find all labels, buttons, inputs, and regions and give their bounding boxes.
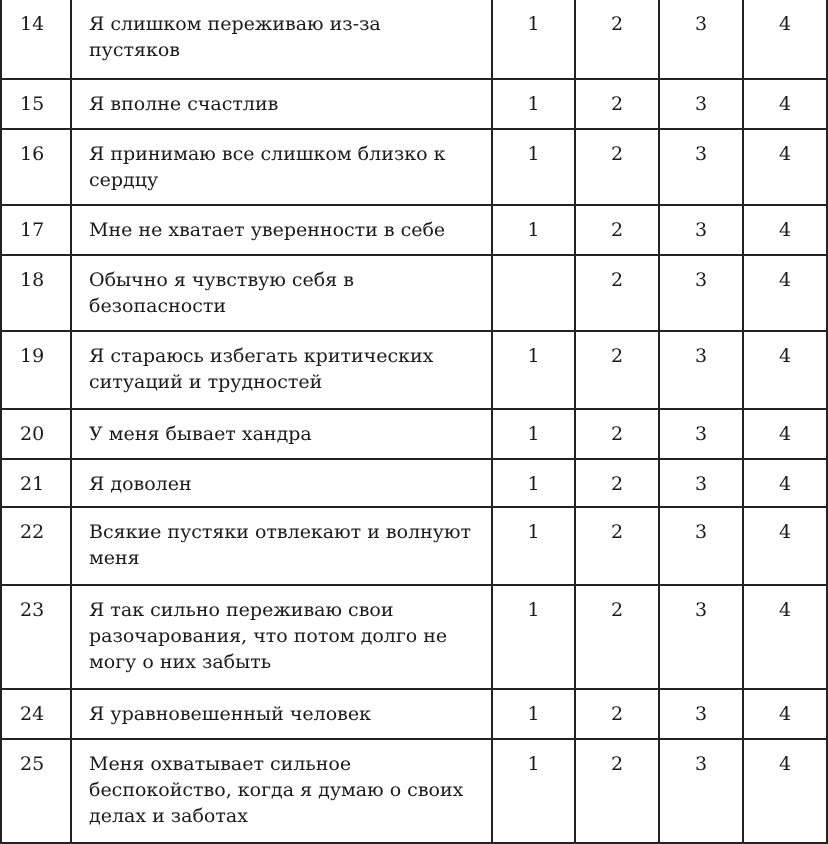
statement (71, 689, 492, 739)
statement (71, 585, 492, 689)
option-4[interactable] (743, 79, 827, 129)
option-4[interactable] (743, 459, 827, 507)
option-4[interactable] (743, 507, 827, 585)
item-number-text: 16 (20, 143, 45, 165)
option-3[interactable] (659, 585, 743, 689)
item-number (1, 79, 71, 129)
option-1-label: 1 (527, 93, 540, 115)
option-3[interactable] (659, 0, 743, 79)
statement-text: Я принимаю все слишком близко к сердцу (89, 143, 446, 191)
statement (71, 205, 492, 255)
option-1-label: 1 (527, 143, 540, 165)
option-3-label: 3 (694, 93, 708, 115)
option-3-label: 3 (694, 219, 708, 241)
statement (71, 255, 492, 331)
statement-text: Всякие пустяки отвлекают и волнуют меня (89, 521, 472, 569)
option-4-label: 4 (778, 269, 792, 291)
option-3[interactable] (659, 129, 743, 205)
table-row (1, 739, 827, 843)
option-1-label: 1 (527, 753, 540, 775)
option-1[interactable] (492, 739, 575, 843)
statement (71, 739, 492, 843)
option-2-label: 2 (610, 13, 624, 35)
table-row (1, 585, 827, 689)
option-3-label: 3 (694, 599, 708, 621)
option-4-label: 4 (778, 93, 792, 115)
option-2[interactable] (575, 0, 659, 79)
option-3-label: 3 (694, 753, 708, 775)
option-3[interactable] (659, 205, 743, 255)
statement (71, 0, 492, 79)
option-1[interactable] (492, 585, 575, 689)
item-number-text: 15 (20, 93, 45, 115)
table-row (1, 205, 827, 255)
statement-text: Меня охватывает сильное беспокойство, когда я думаю о своих делах и заботах (89, 753, 464, 827)
option-2-label: 2 (610, 219, 624, 241)
statement-text: Я вполне счастлив (89, 93, 279, 115)
item-number-text: 18 (20, 269, 45, 291)
option-1[interactable] (492, 205, 575, 255)
item-number-text: 14 (20, 13, 45, 35)
option-2-label: 2 (610, 599, 624, 621)
table-row (1, 79, 827, 129)
option-1[interactable] (492, 255, 575, 331)
table-row (1, 689, 827, 739)
option-3[interactable] (659, 331, 743, 409)
option-2[interactable] (575, 689, 659, 739)
statement (71, 79, 492, 129)
statement (71, 409, 492, 459)
option-1-label: 1 (527, 423, 540, 445)
option-1[interactable] (492, 0, 575, 79)
questionnaire-body (1, 0, 827, 843)
option-4[interactable] (743, 409, 827, 459)
item-number (1, 507, 71, 585)
table-row (1, 0, 827, 79)
item-number (1, 585, 71, 689)
statement-text: Я доволен (89, 473, 192, 495)
option-4-label: 4 (778, 143, 792, 165)
statement-text: Мне не хватает уверенности в себе (89, 219, 446, 241)
option-3-label: 3 (694, 269, 708, 291)
item-number-text: 23 (20, 599, 45, 621)
statement (71, 331, 492, 409)
option-3-label: 3 (694, 423, 708, 445)
statement-text: Я слишком переживаю из-за пустяков (89, 13, 381, 61)
option-4-label: 4 (778, 599, 792, 621)
item-number (1, 331, 71, 409)
item-number-text: 19 (20, 345, 45, 367)
option-3-label: 3 (694, 473, 708, 495)
option-1[interactable] (492, 409, 575, 459)
option-4-label: 4 (778, 13, 792, 35)
option-1[interactable] (492, 459, 575, 507)
option-1[interactable] (492, 689, 575, 739)
table-row (1, 255, 827, 331)
item-number-text: 20 (20, 423, 45, 445)
item-number-text: 24 (20, 703, 45, 725)
option-2-label: 2 (610, 703, 624, 725)
option-2[interactable] (575, 255, 659, 331)
option-3[interactable] (659, 255, 743, 331)
option-1-label: 1 (527, 219, 540, 241)
option-1-label: 1 (527, 473, 540, 495)
option-1-label: 1 (527, 703, 540, 725)
item-number (1, 739, 71, 843)
table-row (1, 459, 827, 507)
option-2[interactable] (575, 205, 659, 255)
option-2-label: 2 (610, 143, 624, 165)
option-4[interactable] (743, 255, 827, 331)
option-4[interactable] (743, 689, 827, 739)
option-1-label: 1 (527, 13, 540, 35)
item-number-text: 22 (20, 521, 45, 543)
option-2-label: 2 (610, 423, 624, 445)
option-2-label: 2 (610, 521, 624, 543)
statement-text: Я уравновешенный человек (89, 703, 371, 725)
option-3-label: 3 (694, 13, 708, 35)
option-2[interactable] (575, 507, 659, 585)
item-number-text: 21 (20, 473, 45, 495)
item-number (1, 129, 71, 205)
item-number (1, 0, 71, 79)
statement-text: Я стараюсь избегать критических ситуаций и трудностей (89, 345, 434, 393)
statement-text: У меня бывает хандра (89, 423, 312, 445)
option-3[interactable] (659, 739, 743, 843)
option-2[interactable] (575, 739, 659, 843)
option-2[interactable] (575, 585, 659, 689)
statement (71, 507, 492, 585)
option-2-label: 2 (610, 753, 624, 775)
option-4[interactable] (743, 129, 827, 205)
option-3-label: 3 (694, 521, 708, 543)
option-3[interactable] (659, 79, 743, 129)
item-number-text: 17 (20, 219, 45, 241)
option-2-label: 2 (610, 93, 624, 115)
option-3[interactable] (659, 409, 743, 459)
option-3-label: 3 (694, 703, 708, 725)
option-1[interactable] (492, 507, 575, 585)
table-row (1, 331, 827, 409)
statement (71, 459, 492, 507)
table-row (1, 129, 827, 205)
option-1-label: 1 (527, 599, 540, 621)
option-2[interactable] (575, 459, 659, 507)
option-3-label: 3 (694, 143, 708, 165)
item-number-text: 25 (20, 753, 45, 775)
option-3-label: 3 (694, 345, 708, 367)
option-4-label: 4 (778, 521, 792, 543)
table-row (1, 409, 827, 459)
option-2[interactable] (575, 79, 659, 129)
option-2[interactable] (575, 409, 659, 459)
option-4-label: 4 (778, 703, 792, 725)
option-3[interactable] (659, 689, 743, 739)
option-4-label: 4 (778, 219, 792, 241)
option-1[interactable] (492, 129, 575, 205)
option-4[interactable] (743, 585, 827, 689)
option-2-label: 2 (610, 269, 624, 291)
option-4-label: 4 (778, 753, 792, 775)
option-3[interactable] (659, 459, 743, 507)
statement (71, 129, 492, 205)
item-number (1, 255, 71, 331)
statement-text: Я так сильно переживаю свои разочарования, что потом долго не могу о них забыть (89, 599, 448, 673)
option-1-label: 1 (527, 345, 540, 367)
option-3[interactable] (659, 507, 743, 585)
option-2-label: 2 (610, 473, 624, 495)
option-1[interactable] (492, 79, 575, 129)
table-row (1, 507, 827, 585)
option-4[interactable] (743, 739, 827, 843)
option-2-label: 2 (610, 345, 624, 367)
option-4[interactable] (743, 205, 827, 255)
item-number (1, 459, 71, 507)
item-number (1, 205, 71, 255)
option-4-label: 4 (778, 345, 792, 367)
option-1[interactable] (492, 331, 575, 409)
option-2[interactable] (575, 331, 659, 409)
option-4-label: 4 (778, 473, 792, 495)
option-4[interactable] (743, 0, 827, 79)
option-4-label: 4 (778, 423, 792, 445)
option-1-label: 1 (527, 521, 540, 543)
option-2[interactable] (575, 129, 659, 205)
item-number (1, 409, 71, 459)
statement-text: Обычно я чувствую себя в безопасности (89, 269, 354, 317)
option-4[interactable] (743, 331, 827, 409)
item-number (1, 689, 71, 739)
